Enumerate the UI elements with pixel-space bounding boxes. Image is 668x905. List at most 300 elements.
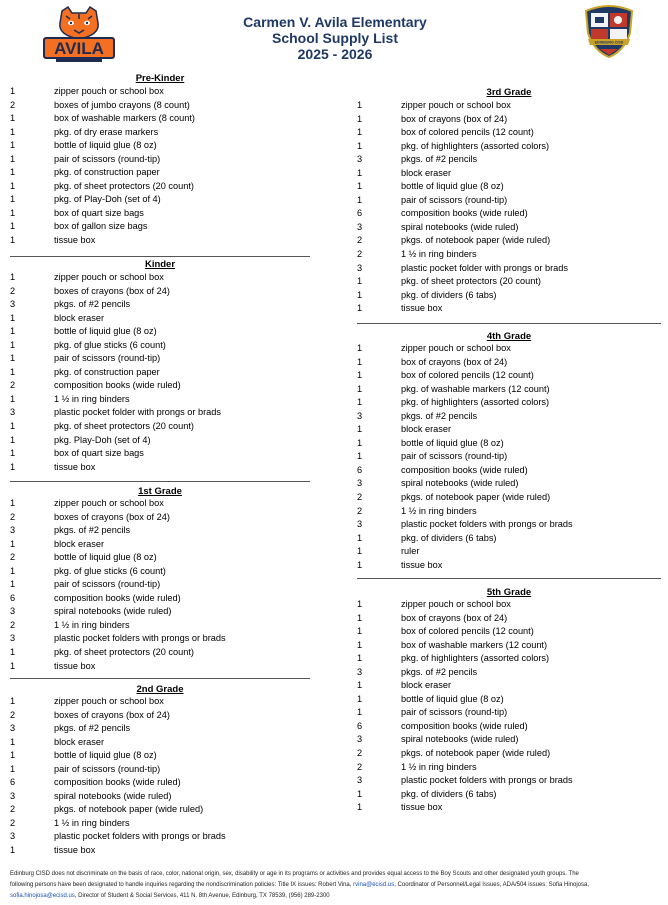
grade-title: 1st Grade [138, 486, 182, 497]
email-link-sofia-hinojosa[interactable]: sofia.hinojosa@ecisd.us [10, 893, 75, 899]
supply-item [357, 153, 661, 167]
item-quantity: 1 [357, 693, 363, 704]
item-description: composition books (wide ruled) [54, 592, 181, 603]
item-quantity: 1 [357, 100, 363, 110]
cisd-crest-text: EDINBURG CISD [594, 40, 624, 45]
supply-list [10, 695, 310, 858]
item-quantity: 1 [10, 845, 16, 856]
item-description: plastic pocket folder with prongs or brads [54, 407, 221, 418]
item-quantity: 1 [357, 653, 363, 664]
item-quantity: 6 [10, 777, 16, 788]
item-quantity: 1 [357, 343, 363, 353]
footer-line [10, 891, 660, 902]
item-quantity: 2 [10, 817, 16, 828]
section-divider [10, 481, 310, 482]
item-description: pair of scissors (round-tip) [54, 153, 161, 164]
supply-item [357, 383, 661, 397]
item-quantity: 1 [10, 221, 16, 232]
supply-item [357, 545, 661, 559]
item-quantity: 6 [357, 464, 363, 475]
item-quantity: 1 [357, 370, 363, 381]
supply-item [10, 551, 310, 565]
item-description: pkg. of highlighters (assorted colors) [401, 397, 550, 408]
item-quantity: 1 [357, 276, 363, 287]
item-quantity: 2 [357, 505, 363, 516]
supply-item [10, 736, 310, 750]
item-description: composition books (wide ruled) [401, 464, 528, 475]
supply-item [357, 733, 661, 747]
supply-item [357, 450, 661, 464]
supply-item [357, 99, 661, 113]
item-description: bottle of liquid glue (8 oz) [401, 437, 504, 448]
item-quantity: 1 [357, 289, 363, 300]
item-description: bottle of liquid glue (8 oz) [401, 693, 504, 704]
item-description: box of washable markers (12 count) [401, 639, 548, 650]
footer-line [10, 880, 660, 891]
item-quantity: 2 [10, 285, 16, 296]
school-year: 2025 - 2026 [297, 46, 373, 62]
item-description: box of crayons (box of 24) [401, 113, 508, 124]
avila-logo-text: AVILA [54, 39, 104, 58]
item-quantity: 3 [10, 790, 16, 801]
item-quantity: 2 [357, 492, 363, 503]
item-description: box of quart size bags [54, 207, 144, 218]
item-quantity: 3 [10, 407, 16, 418]
item-description: tissue box [401, 802, 443, 813]
item-description: bottle of liquid glue (8 oz) [54, 326, 157, 337]
edinburg-cisd-crest-logo [580, 3, 638, 61]
supply-item [357, 369, 661, 383]
supply-item [10, 180, 310, 194]
item-quantity: 1 [10, 579, 16, 590]
supply-item [357, 194, 661, 208]
supply-item [357, 262, 661, 276]
supply-item [357, 113, 661, 127]
supply-item [10, 461, 310, 475]
item-quantity: 3 [357, 519, 363, 530]
supply-item [357, 693, 661, 707]
item-description: spiral notebooks (wide ruled) [401, 221, 519, 232]
item-quantity: 1 [10, 86, 16, 96]
item-quantity: 1 [357, 424, 363, 435]
supply-item [10, 139, 310, 153]
item-quantity: 1 [10, 167, 16, 178]
item-quantity: 1 [10, 763, 16, 774]
supply-item [10, 632, 310, 646]
item-description: block eraser [401, 680, 452, 691]
item-quantity: 1 [10, 660, 16, 671]
item-quantity: 2 [357, 235, 363, 246]
item-quantity: 1 [357, 788, 363, 799]
grade-title: Pre-Kinder [135, 73, 185, 84]
item-quantity: 1 [357, 802, 363, 813]
item-description: plastic pocket folders with prongs or brads [54, 633, 226, 644]
item-quantity: 1 [357, 397, 363, 408]
item-quantity: 1 [357, 451, 363, 462]
item-description: tissue box [401, 559, 443, 570]
item-description: tissue box [54, 845, 96, 856]
supply-item [10, 763, 310, 777]
item-quantity: 2 [10, 619, 16, 630]
item-quantity: 3 [357, 478, 363, 489]
supply-item [357, 598, 661, 612]
item-description: box of gallon size bags [54, 221, 148, 232]
item-quantity: 1 [10, 538, 16, 549]
supply-item [10, 166, 310, 180]
item-description: 1 ½ in ring binders [401, 505, 477, 516]
supply-item [10, 379, 310, 393]
supply-item [10, 406, 310, 420]
item-description: spiral notebooks (wide ruled) [401, 478, 519, 489]
item-description: pkgs. of #2 pencils [401, 410, 478, 421]
item-description: pkg. of glue sticks (6 count) [54, 339, 166, 350]
item-description: pkg. of sheet protectors (20 count) [54, 421, 194, 432]
item-description: 1 ½ in ring binders [401, 761, 477, 772]
item-quantity: 1 [357, 559, 363, 570]
supply-item [357, 666, 661, 680]
item-quantity: 3 [357, 410, 363, 421]
supply-item [357, 207, 661, 221]
item-quantity: 1 [357, 707, 363, 718]
item-quantity: 1 [357, 303, 363, 314]
item-description: composition books (wide ruled) [54, 777, 181, 788]
item-quantity: 1 [357, 356, 363, 367]
item-description: pkgs. of #2 pencils [401, 154, 478, 165]
item-quantity: 1 [357, 140, 363, 151]
supply-item [357, 423, 661, 437]
footer-text: , Coordinator of Personnel/Legal Issues, ADA/504 issues: Sofia Hinojosa, [394, 882, 589, 888]
item-description: pkg. of dividers (6 tabs) [401, 788, 497, 799]
supply-item [357, 234, 661, 248]
item-quantity: 6 [10, 592, 16, 603]
supply-item [357, 289, 661, 303]
supply-item [10, 285, 310, 299]
item-quantity: 3 [10, 299, 16, 310]
section-divider [10, 678, 310, 679]
supply-item [10, 220, 310, 234]
supply-item [10, 646, 310, 660]
supply-item [357, 788, 661, 802]
item-description: pkg. of sheet protectors (20 count) [54, 180, 194, 191]
section-divider [357, 323, 661, 324]
footer-line: Edinburg CISD does not discriminate on the basis of race, color, national origin, sex, disability or age in its programs or activities and provides equal access to the Boy Scouts and other designated youth groups. The [10, 871, 579, 877]
supply-item [10, 619, 310, 633]
item-description: boxes of crayons (box of 24) [54, 285, 170, 296]
item-quantity: 1 [10, 750, 16, 761]
item-quantity: 1 [357, 532, 363, 543]
item-quantity: 3 [357, 262, 363, 273]
item-description: zipper pouch or school box [401, 100, 511, 110]
supply-item [10, 578, 310, 592]
item-quantity: 1 [10, 498, 16, 508]
item-quantity: 1 [10, 312, 16, 323]
supply-item [357, 302, 661, 316]
supply-item [10, 830, 310, 844]
item-description: tissue box [401, 303, 443, 314]
item-quantity: 1 [10, 140, 16, 151]
supply-item [10, 605, 310, 619]
item-description: spiral notebooks (wide ruled) [401, 734, 519, 745]
item-quantity: 1 [357, 127, 363, 138]
item-quantity: 1 [357, 437, 363, 448]
supply-item [10, 776, 310, 790]
item-quantity: 1 [10, 113, 16, 124]
email-link-rvina[interactable]: rvina@ecisd.us [353, 882, 395, 888]
item-description: pkgs. of notebook paper (wide ruled) [401, 235, 551, 246]
item-description: pkgs. of #2 pencils [54, 525, 131, 536]
supply-item [10, 447, 310, 461]
item-description: block eraser [401, 167, 452, 178]
item-description: bottle of liquid glue (8 oz) [54, 140, 157, 151]
item-quantity: 1 [10, 235, 16, 246]
supply-item [10, 126, 310, 140]
item-description: block eraser [401, 424, 452, 435]
supply-list [357, 598, 661, 815]
supply-item [10, 393, 310, 407]
supply-item [10, 749, 310, 763]
supply-item [10, 193, 310, 207]
supply-item [10, 803, 310, 817]
supply-item [10, 85, 310, 99]
supply-item [357, 652, 661, 666]
page-header [0, 0, 668, 70]
supply-item [10, 511, 310, 525]
supply-item [10, 312, 310, 326]
supply-item [10, 366, 310, 380]
item-quantity: 1 [357, 383, 363, 394]
item-description: box of quart size bags [54, 448, 144, 459]
item-description: pkg. of construction paper [54, 167, 160, 178]
supply-item [10, 817, 310, 831]
item-quantity: 1 [357, 612, 363, 623]
item-description: block eraser [54, 736, 105, 747]
item-description: block eraser [54, 312, 105, 323]
supply-list [10, 271, 310, 474]
item-quantity: 1 [10, 207, 16, 218]
item-description: plastic pocket folders with prongs or brads [54, 831, 226, 842]
supply-item [10, 565, 310, 579]
supply-item [357, 706, 661, 720]
item-description: 1 ½ in ring binders [54, 817, 130, 828]
supply-item [357, 639, 661, 653]
item-quantity: 3 [10, 525, 16, 536]
item-description: bottle of liquid glue (8 oz) [54, 552, 157, 563]
item-quantity: 3 [10, 633, 16, 644]
supply-item [10, 112, 310, 126]
item-description: boxes of crayons (box of 24) [54, 709, 170, 720]
item-description: pair of scissors (round-tip) [401, 194, 508, 205]
item-description: block eraser [54, 538, 105, 549]
grade-title: Kinder [144, 259, 176, 270]
item-quantity: 3 [357, 734, 363, 745]
item-quantity: 1 [10, 736, 16, 747]
item-description: plastic pocket folders with prongs or brads [401, 519, 573, 530]
item-description: box of colored pencils (12 count) [401, 626, 534, 637]
footer-text: following persons have been designated to handle inquiries regarding the nondiscrimination policies: Title IX issues: Robert Vina, [10, 882, 354, 888]
item-description: plastic pocket folder with prongs or brads [401, 262, 568, 273]
item-description: pkg. of washable markers (12 count) [401, 383, 550, 394]
item-description: pkg. Play-Doh (set of 4) [54, 434, 151, 445]
item-quantity: 6 [357, 208, 363, 219]
item-quantity: 1 [10, 339, 16, 350]
item-description: pkg. of construction paper [54, 366, 160, 377]
item-description: pkg. of glue sticks (6 count) [54, 565, 166, 576]
supply-item [10, 538, 310, 552]
item-description: pkgs. of notebook paper (wide ruled) [54, 804, 204, 815]
item-quantity: 1 [10, 153, 16, 164]
supply-item [10, 339, 310, 353]
item-description: pair of scissors (round-tip) [54, 763, 161, 774]
nondiscrimination-footer [10, 869, 660, 902]
item-description: zipper pouch or school box [401, 343, 511, 353]
item-description: 1 ½ in ring binders [54, 619, 130, 630]
supply-item [357, 356, 661, 370]
item-description: tissue box [54, 660, 96, 671]
supply-item [10, 790, 310, 804]
item-quantity: 1 [357, 167, 363, 178]
supply-item [357, 679, 661, 693]
item-description: box of colored pencils (12 count) [401, 370, 534, 381]
item-quantity: 1 [10, 194, 16, 205]
item-description: pkgs. of notebook paper (wide ruled) [401, 748, 551, 759]
item-quantity: 3 [357, 666, 363, 677]
supply-item [10, 207, 310, 221]
item-description: box of washable markers (8 count) [54, 113, 195, 124]
item-description: box of colored pencils (12 count) [401, 127, 534, 138]
supply-item [357, 625, 661, 639]
item-quantity: 2 [10, 380, 16, 391]
item-quantity: 1 [357, 546, 363, 557]
item-quantity: 1 [357, 626, 363, 637]
item-description: pkgs. of #2 pencils [54, 723, 131, 734]
section-divider [357, 578, 661, 579]
item-quantity: 2 [10, 804, 16, 815]
section-divider [10, 256, 310, 257]
item-quantity: 1 [10, 421, 16, 432]
item-quantity: 2 [357, 761, 363, 772]
supply-item [357, 612, 661, 626]
item-quantity: 2 [10, 511, 16, 522]
supply-item [10, 99, 310, 113]
supply-item [357, 342, 661, 356]
supply-item [357, 140, 661, 154]
item-quantity: 3 [357, 221, 363, 232]
item-description: box of crayons (box of 24) [401, 612, 508, 623]
item-description: pair of scissors (round-tip) [54, 579, 161, 590]
item-description: composition books (wide ruled) [401, 208, 528, 219]
item-quantity: 1 [10, 696, 16, 706]
supply-item [357, 464, 661, 478]
item-quantity: 1 [10, 461, 16, 472]
supply-item [357, 747, 661, 761]
supply-item [357, 801, 661, 815]
supply-item [10, 234, 310, 248]
item-quantity: 2 [357, 748, 363, 759]
item-description: spiral notebooks (wide ruled) [54, 790, 172, 801]
item-description: box of crayons (box of 24) [401, 356, 508, 367]
supply-item [357, 126, 661, 140]
item-quantity: 1 [10, 326, 16, 337]
supply-item [10, 434, 310, 448]
list-title: School Supply List [271, 30, 398, 46]
item-description: boxes of jumbo crayons (8 count) [54, 99, 190, 110]
supply-item [10, 722, 310, 736]
supply-item [10, 709, 310, 723]
supply-item [357, 437, 661, 451]
item-quantity: 1 [10, 565, 16, 576]
item-description: zipper pouch or school box [54, 498, 164, 508]
item-description: plastic pocket folders with prongs or brads [401, 775, 573, 786]
grade-title: 2nd Grade [136, 684, 184, 695]
item-quantity: 1 [10, 126, 16, 137]
item-quantity: 1 [10, 647, 16, 658]
item-description: zipper pouch or school box [401, 599, 511, 609]
avila-mascot-logo [40, 5, 118, 63]
item-description: pkg. of highlighters (assorted colors) [401, 653, 550, 664]
item-description: tissue box [54, 461, 96, 472]
item-description: pkg. of dividers (6 tabs) [401, 532, 497, 543]
supply-item [10, 325, 310, 339]
item-quantity: 1 [10, 180, 16, 191]
item-quantity: 1 [10, 393, 16, 404]
supply-item [357, 396, 661, 410]
supply-list [357, 342, 661, 572]
item-description: pkg. of dry erase markers [54, 126, 159, 137]
supply-item [357, 410, 661, 424]
supply-item [10, 298, 310, 312]
school-name: Carmen V. Avila Elementary [243, 14, 427, 30]
grade-title: 4th Grade [486, 331, 532, 342]
item-description: tissue box [54, 235, 96, 246]
item-description: composition books (wide ruled) [54, 380, 181, 391]
item-description: pkg. of highlighters (assorted colors) [401, 140, 550, 151]
item-quantity: 3 [10, 606, 16, 617]
supply-item [357, 477, 661, 491]
supply-item [10, 420, 310, 434]
grade-title: 3rd Grade [486, 87, 532, 98]
item-quantity: 2 [357, 249, 363, 260]
item-description: zipper pouch or school box [54, 272, 164, 282]
footer-text: , Director of Student & Social Services, 411 N. 8th Avenue, Edinburg, TX 78539, (956) 289-2300 [74, 893, 330, 899]
item-description: 1 ½ in ring binders [401, 249, 477, 260]
item-quantity: 3 [357, 775, 363, 786]
supply-item [357, 532, 661, 546]
item-quantity: 1 [357, 599, 363, 609]
item-quantity: 1 [357, 181, 363, 192]
supply-item [357, 774, 661, 788]
supply-item [357, 275, 661, 289]
item-description: pkg. of Play-Doh (set of 4) [54, 194, 161, 205]
item-description: pair of scissors (round-tip) [401, 451, 508, 462]
item-quantity: 2 [10, 709, 16, 720]
item-description: pair of scissors (round-tip) [401, 707, 508, 718]
item-quantity: 2 [10, 99, 16, 110]
item-quantity: 1 [357, 194, 363, 205]
supply-item [357, 505, 661, 519]
supply-item [10, 844, 310, 858]
item-quantity: 2 [10, 552, 16, 563]
item-description: boxes of crayons (box of 24) [54, 511, 170, 522]
item-description: pkg. of sheet protectors (20 count) [401, 276, 541, 287]
item-description: ruler [401, 546, 420, 557]
supply-item [10, 352, 310, 366]
item-description: pkgs. of notebook paper (wide ruled) [401, 492, 551, 503]
item-quantity: 1 [10, 272, 16, 282]
item-description: spiral notebooks (wide ruled) [54, 606, 172, 617]
item-description: pkgs. of #2 pencils [54, 299, 131, 310]
item-quantity: 1 [357, 639, 363, 650]
supply-item [357, 180, 661, 194]
